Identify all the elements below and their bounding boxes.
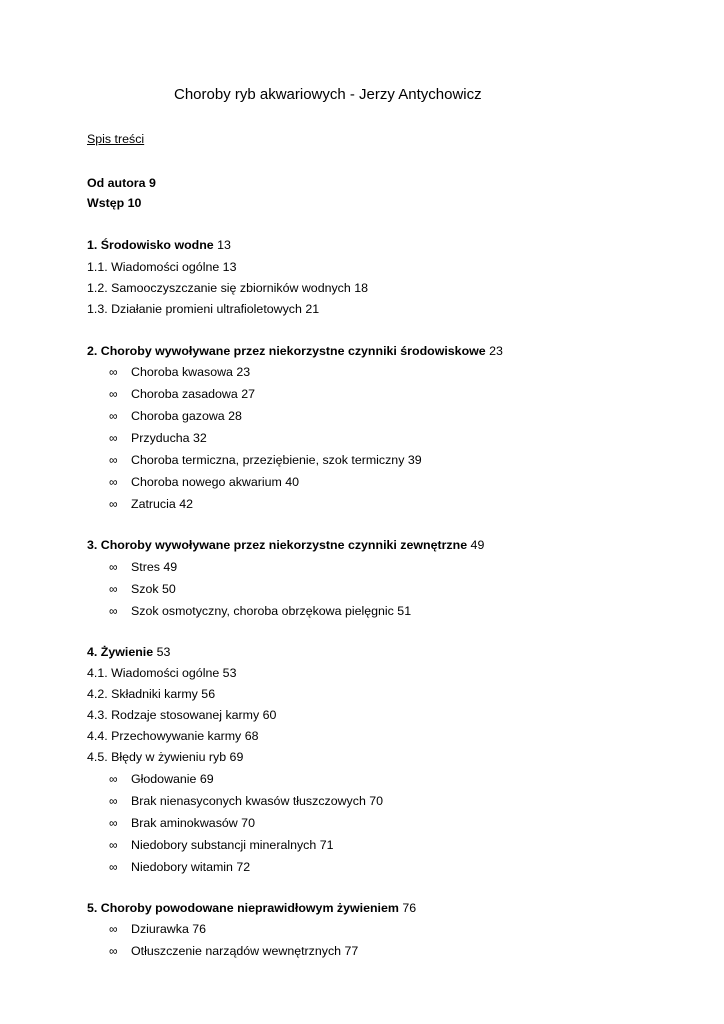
bullet-icon: ∞ bbox=[109, 560, 118, 574]
bullet-item-text: Niedobory substancji mineralnych 71 bbox=[131, 838, 334, 852]
section-2-page: 23 bbox=[489, 344, 503, 358]
bullet-icon: ∞ bbox=[109, 387, 118, 401]
toc-entry-1-3: 1.3. Działanie promieni ultrafioletowych 21 bbox=[87, 302, 320, 316]
section-4-page: 53 bbox=[156, 645, 171, 659]
toc-bullet-item bbox=[109, 408, 242, 424]
toc-bullet-item bbox=[109, 859, 250, 875]
section-1-title: 1. Środowisko wodne bbox=[87, 238, 214, 252]
section-2-title: 2. Choroby wywoływane przez niekorzystne czynniki środowiskowe bbox=[87, 344, 486, 358]
bullet-item-text: Choroba nowego akwarium 40 bbox=[131, 475, 300, 489]
toc-bullet-item bbox=[109, 430, 207, 446]
bullet-item-text: Niedobory witamin 72 bbox=[131, 860, 251, 874]
toc-bullet-item bbox=[109, 837, 334, 853]
toc-bullet-item bbox=[109, 452, 422, 468]
toc-entry-od-autora: Od autora 9 bbox=[87, 176, 156, 190]
bullet-item-text: Choroba zasadowa 27 bbox=[131, 387, 255, 401]
toc-bullet-item bbox=[109, 474, 299, 490]
bullet-icon: ∞ bbox=[109, 838, 118, 852]
bullet-item-text: Stres 49 bbox=[131, 560, 178, 574]
bullet-item-text: Choroba termiczna, przeziębienie, szok termiczny 39 bbox=[131, 453, 422, 467]
bullet-item-text: Szok osmotyczny, choroba obrzękowa pielęgnic 51 bbox=[131, 604, 412, 618]
toc-bullet-item bbox=[109, 603, 411, 619]
bullet-item-text: Szok 50 bbox=[131, 582, 176, 596]
toc-entry-wstep: Wstęp 10 bbox=[87, 196, 142, 210]
toc-entry-4-1: 4.1. Wiadomości ogólne 53 bbox=[87, 666, 237, 680]
bullet-icon: ∞ bbox=[109, 582, 118, 596]
toc-entry-4-2: 4.2. Składniki karmy 56 bbox=[87, 687, 216, 701]
section-3-page: 49 bbox=[470, 538, 485, 552]
bullet-icon: ∞ bbox=[109, 860, 118, 874]
toc-bullet-item bbox=[109, 793, 383, 809]
toc-section-5 bbox=[87, 900, 416, 916]
toc-bullet-item bbox=[109, 943, 358, 959]
section-5-title: 5. Choroby powodowane nieprawidłowym żywieniem bbox=[87, 901, 399, 915]
section-4-title: 4. Żywienie bbox=[87, 645, 154, 659]
section-1-page: 13 bbox=[217, 238, 231, 252]
toc-bullet-item bbox=[109, 386, 255, 402]
toc-entry-1-2: 1.2. Samooczyszczanie się zbiorników wodnych 18 bbox=[87, 281, 368, 295]
toc-bullet-item bbox=[109, 581, 176, 597]
bullet-icon: ∞ bbox=[109, 604, 118, 618]
bullet-item-text: Choroba kwasowa 23 bbox=[131, 365, 251, 379]
toc-bullet-item bbox=[109, 496, 193, 512]
bullet-icon: ∞ bbox=[109, 772, 118, 786]
toc-section-4 bbox=[87, 644, 170, 660]
toc-bullet-item bbox=[109, 771, 214, 787]
bullet-item-text: Brak nienasyconych kwasów tłuszczowych 70 bbox=[131, 794, 384, 808]
bullet-icon: ∞ bbox=[109, 794, 118, 808]
bullet-item-text: Dziurawka 76 bbox=[131, 922, 207, 936]
toc-entry-1-1: 1.1. Wiadomości ogólne 13 bbox=[87, 260, 237, 274]
bullet-icon: ∞ bbox=[109, 475, 118, 489]
bullet-icon: ∞ bbox=[109, 922, 118, 936]
bullet-icon: ∞ bbox=[109, 409, 118, 423]
document-title: Choroby ryb akwariowych - Jerzy Antychowicz bbox=[174, 86, 482, 103]
section-3-title: 3. Choroby wywoływane przez niekorzystne czynniki zewnętrzne bbox=[87, 538, 468, 552]
bullet-icon: ∞ bbox=[109, 453, 118, 467]
bullet-item-text: Choroba gazowa 28 bbox=[131, 409, 242, 423]
toc-entry-4-4: 4.4. Przechowywanie karmy 68 bbox=[87, 729, 259, 743]
bullet-item-text: Brak aminokwasów 70 bbox=[131, 816, 255, 830]
bullet-icon: ∞ bbox=[109, 944, 118, 958]
toc-bullet-item bbox=[109, 921, 206, 937]
bullet-icon: ∞ bbox=[109, 431, 118, 445]
bullet-item-text: Otłuszczenie narządów wewnętrznych 77 bbox=[131, 944, 359, 958]
bullet-item-text: Głodowanie 69 bbox=[131, 772, 214, 786]
bullet-item-text: Przyducha 32 bbox=[131, 431, 207, 445]
toc-section-3 bbox=[87, 537, 484, 553]
toc-bullet-item bbox=[109, 364, 250, 380]
bullet-icon: ∞ bbox=[109, 816, 118, 830]
bullet-item-text: Zatrucia 42 bbox=[131, 497, 193, 511]
toc-heading[interactable]: Spis treści bbox=[87, 132, 145, 146]
bullet-icon: ∞ bbox=[109, 497, 118, 511]
toc-section-2 bbox=[87, 343, 503, 359]
toc-entry-4-5: 4.5. Błędy w żywieniu ryb 69 bbox=[87, 750, 244, 764]
toc-entry-4-3: 4.3. Rodzaje stosowanej karmy 60 bbox=[87, 708, 277, 722]
toc-bullet-item bbox=[109, 559, 177, 575]
section-5-page: 76 bbox=[402, 901, 417, 915]
toc-bullet-item bbox=[109, 815, 255, 831]
toc-section-1 bbox=[87, 237, 231, 253]
bullet-icon: ∞ bbox=[109, 365, 118, 379]
